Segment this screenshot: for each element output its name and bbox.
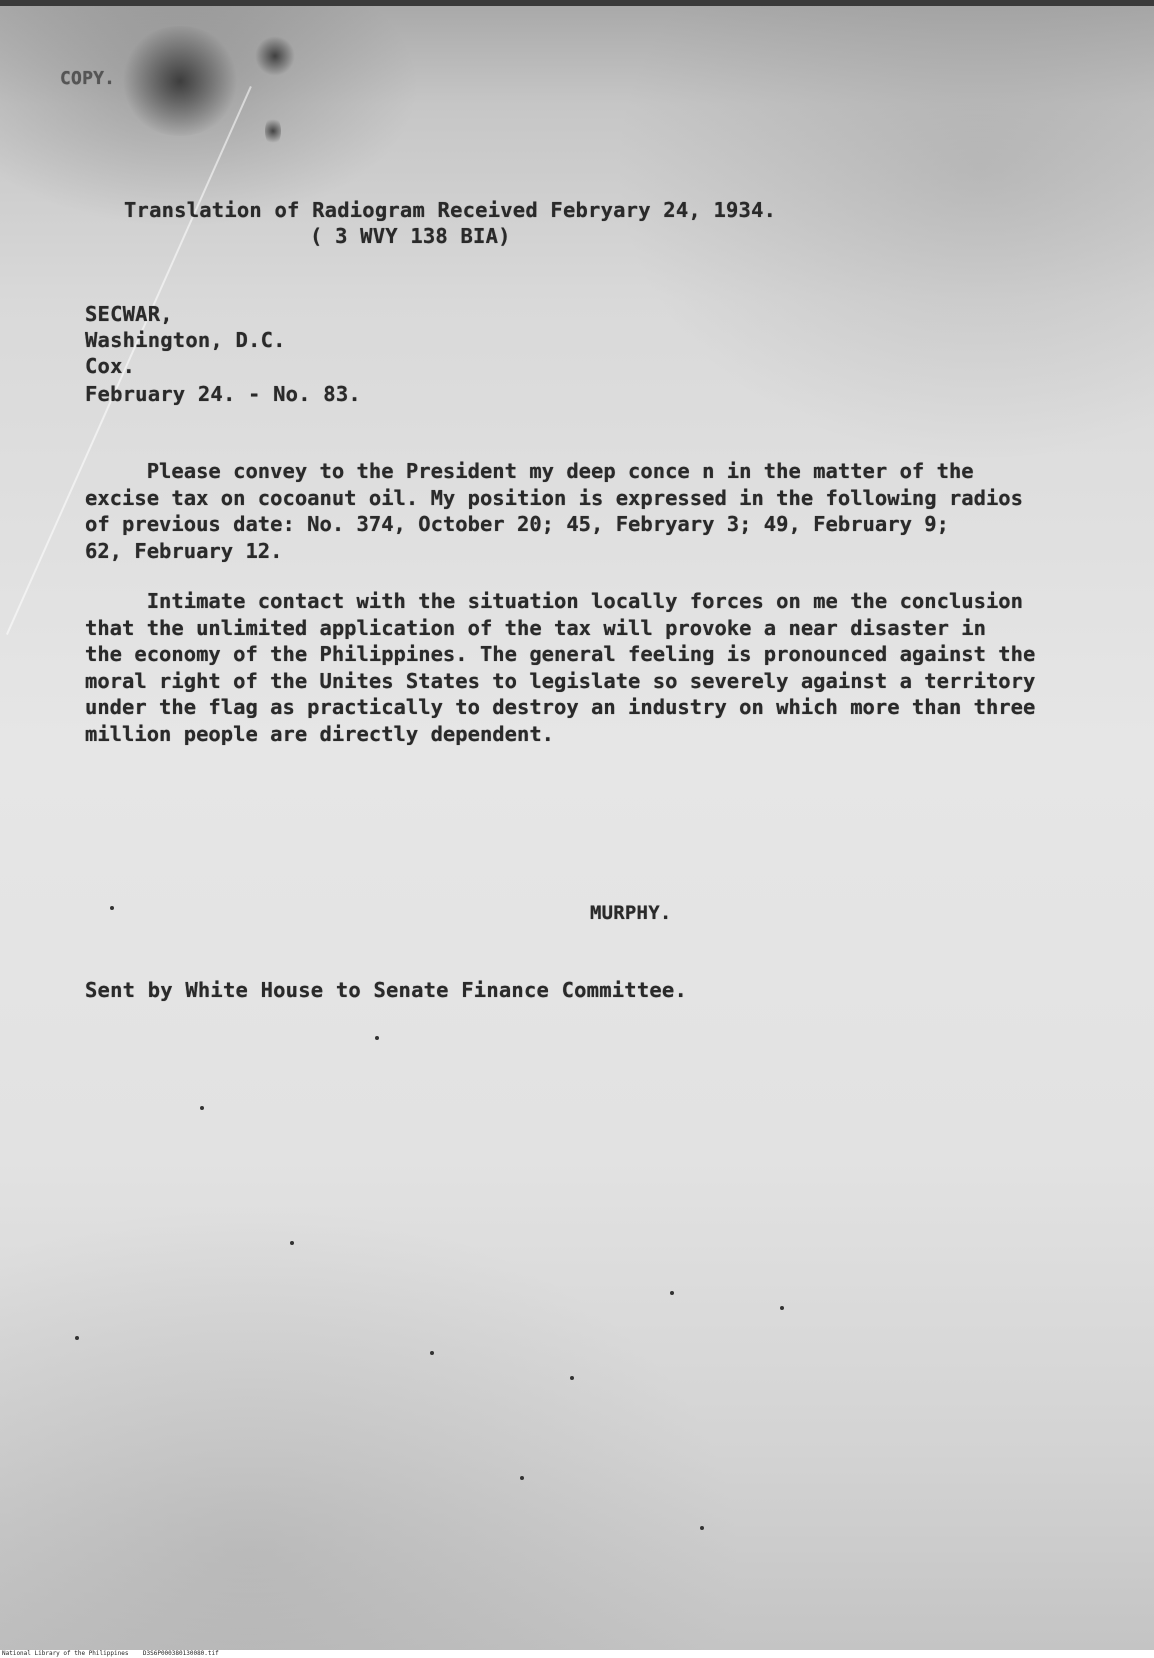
speck <box>430 1351 434 1355</box>
speck <box>75 1336 79 1340</box>
speck <box>520 1476 524 1480</box>
radiogram-reference: ( 3 WVY 138 BIA) <box>310 224 511 248</box>
ink-blot <box>265 116 281 146</box>
archive-caption: National Library of the Philippines D3S6P000380130080.tif <box>0 1650 1154 1658</box>
address-line: Cox. <box>85 354 136 378</box>
paragraph-line: of previous date: No. 374, October 20; 45, Febryary 3; 49, February 9; <box>85 512 949 536</box>
body-paragraph <box>85 588 1115 747</box>
footer-note: Sent by White House to Senate Finance Committee. <box>85 978 688 1002</box>
ink-blot <box>120 26 240 136</box>
speck <box>110 906 114 910</box>
address-line: Washington, D.C. <box>85 328 286 352</box>
paragraph-line: Intimate contact with the situation locally forces on me the conclusion <box>85 589 1023 613</box>
paragraph-line: excise tax on cocoanut oil. My position is expressed in the following radios <box>85 485 1023 510</box>
paragraph-line: Please convey to the President my deep conce n in the matter of the <box>85 459 974 483</box>
paragraph-line: that the unlimited application of the tax will provoke a near disaster in <box>85 615 986 640</box>
speck <box>290 1241 294 1245</box>
ink-blot <box>255 36 295 76</box>
speck <box>200 1106 204 1110</box>
paragraph-line: the economy of the Philippines. The general feeling is pronounced against the <box>85 642 1036 666</box>
body-paragraph <box>85 458 1115 564</box>
document-title: Translation of Radiogram Received Febryary 24, 1934. <box>124 198 777 222</box>
paragraph-line: moral right of the Unites States to legislate so severely against a territory <box>85 668 1036 693</box>
paragraph-line: under the flag as practically to destroy an industry on which more than three <box>85 695 1036 719</box>
address-line: February 24. - No. 83. <box>85 382 361 406</box>
paragraph-line: million people are directly dependent. <box>85 721 554 746</box>
paragraph-line: 62, February 12. <box>85 538 283 563</box>
speck <box>670 1291 674 1295</box>
speck <box>700 1526 704 1530</box>
speck <box>375 1036 379 1040</box>
copy-stamp: COPY. <box>60 68 116 89</box>
speck <box>570 1376 574 1380</box>
address-line: SECWAR, <box>85 302 173 326</box>
speck <box>780 1306 784 1310</box>
signature: MURPHY. <box>590 902 672 924</box>
